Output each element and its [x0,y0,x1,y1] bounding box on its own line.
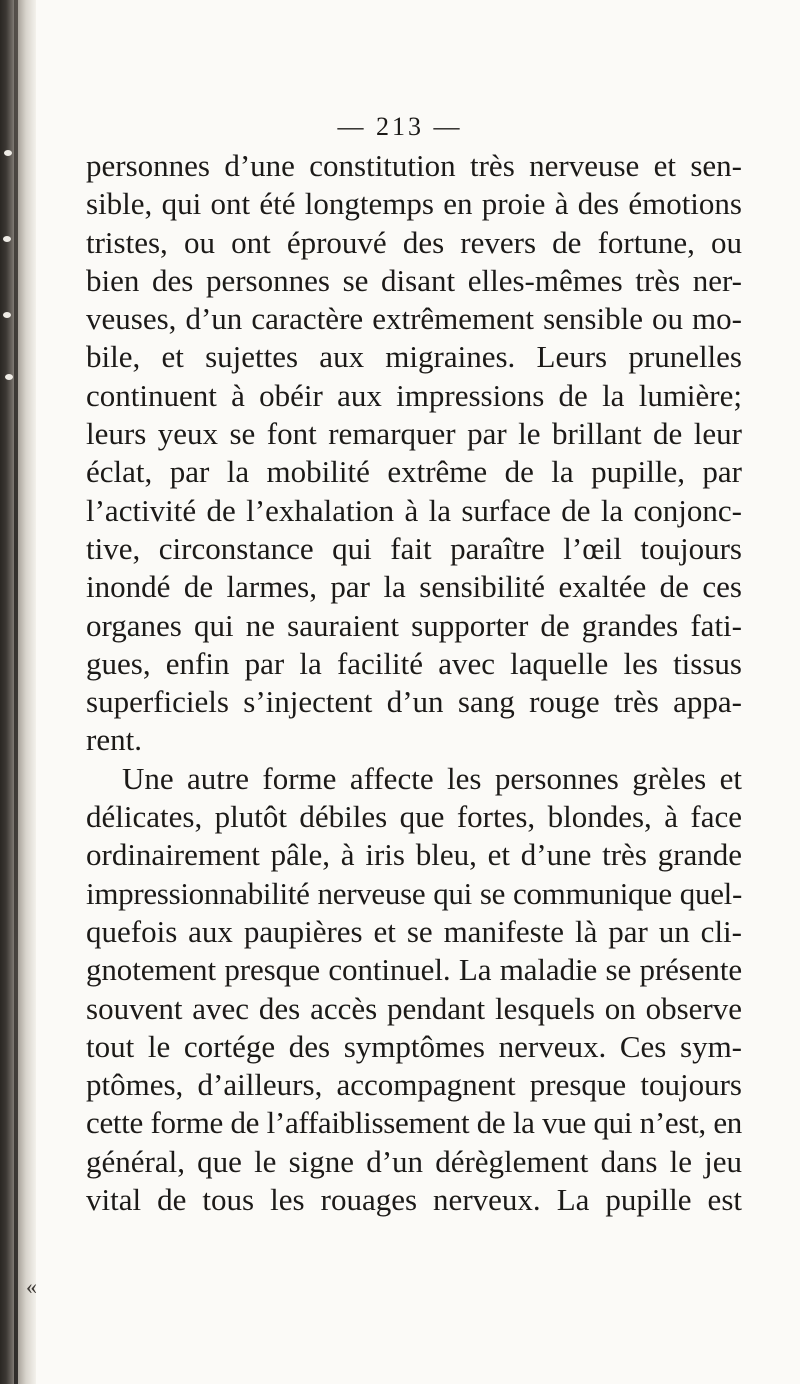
text-line: continuent à obéir aux impressions de la lumière; [86,377,742,413]
binding-notch [3,312,11,318]
text-line: bien des personnes se disant elles-mêmes très ner- [86,262,742,298]
text-line: quefois aux paupières et se manifeste là par un cli- [86,913,742,949]
text-line: gnotement presque continuel. La maladie se présente [86,952,742,988]
text-line: souvent avec des accès pendant lesquels on observe [86,990,742,1026]
text-line: vital de tous les rouages nerveux. La pupille est [86,1182,742,1218]
text-line: tive, circonstance qui fait paraître l’œil toujours [86,530,742,566]
text-line: gues, enfin par la facilité avec laquelle les tissus [86,645,742,681]
binding-notch [4,150,12,156]
text-line: l’activité de l’exhalation à la surface de la conjonc- [86,492,742,528]
text-line: superficiels s’injectent d’un sang rouge très appa- [86,684,742,720]
text-line: délicates, plutôt débiles que fortes, blondes, à face [86,799,742,835]
binding-shadow [14,0,18,1384]
text-line: Une autre forme affecte les personnes grèles et [122,760,742,796]
text-line: personnes d’une constitution très nerveuse et sen- [86,148,742,183]
text-line: sible, qui ont été longtemps en proie à des émotions [86,186,742,222]
text-line: tout le cortége des symptômes nerveux. Ces sym- [86,1028,742,1064]
binding-notch [5,374,13,380]
text-line: général, que le signe d’un dérèglement dans le jeu [86,1143,742,1179]
page-number: — 213 — [337,112,463,141]
text-line: ordinairement pâle, à iris bleu, et d’une très grande [86,837,742,873]
text-line: tristes, ou ont éprouvé des revers de fortune, ou [86,224,742,260]
text-line: inondé de larmes, par la sensibilité exaltée de ces [86,569,742,605]
binding-gutter [0,0,36,1384]
text-line: bile, et sujettes aux migraines. Leurs prunelles [86,339,742,375]
text-line: ptômes, d’ailleurs, accompagnent presque toujours [86,1067,742,1103]
text-line: éclat, par la mobilité extrême de la pupille, par [86,454,742,490]
text-line: leurs yeux se font remarquer par le brillant de leur [86,416,742,452]
text-line: rent. [86,722,142,758]
binding-notch [3,236,11,242]
text-line: cette forme de l’affaiblissement de la vue qui n’est, en [86,1105,742,1141]
margin-mark: « [26,1274,37,1299]
body-text [86,147,742,1219]
text-line: veuses, d’un caractère extrêmement sensible ou mo- [86,301,742,337]
text-line: organes qui ne sauraient supporter de grandes fati- [86,607,742,643]
text-line: impressionnabilité nerveuse qui se communique quel- [86,875,742,911]
